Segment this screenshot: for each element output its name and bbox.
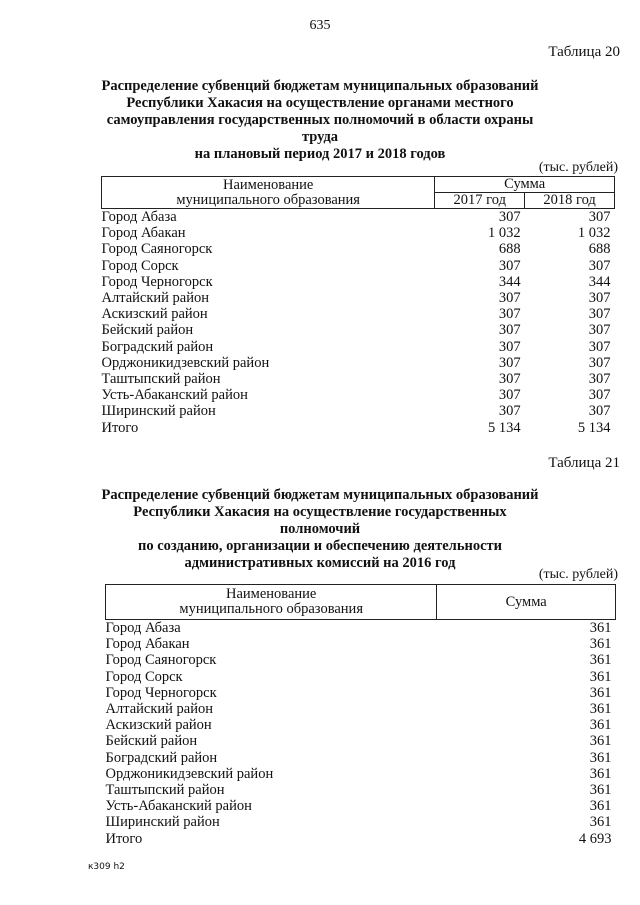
table-row [102, 387, 615, 403]
table20-title-line: самоуправления государственных полномочий в области охраны труда [106, 112, 534, 145]
row-name: Город Черногорск [101, 273, 213, 290]
row-value-2018: 1 032 [577, 225, 611, 242]
table-row [106, 636, 616, 652]
table-row [106, 701, 616, 717]
row-value-2017: 307 [498, 403, 521, 420]
row-value-2017: 307 [498, 371, 521, 388]
table21-title [95, 487, 545, 572]
row-value-2017: 307 [498, 306, 521, 323]
row-name: Город Сорск [101, 257, 179, 274]
row-name: Боградский район [105, 749, 218, 766]
row-name: Орджоникидзевский район [105, 765, 274, 782]
table-row [106, 814, 616, 830]
row-value: 361 [589, 636, 612, 653]
page-number: 635 [309, 18, 331, 33]
row-name: Город Абакан [101, 225, 186, 242]
row-value: 361 [589, 782, 612, 799]
total-label: Итого [101, 419, 139, 436]
table-row [102, 290, 615, 306]
row-name: Орджоникидзевский район [101, 354, 270, 371]
row-name: Город Абаза [105, 620, 181, 636]
table-row [102, 403, 615, 419]
table20-title-line: Республики Хакасия на осуществление органами местного [126, 95, 514, 111]
row-value-2018: 307 [588, 209, 611, 225]
table21-title-line: по созданию, организации и обеспечению деятельности [137, 538, 502, 554]
row-name: Алтайский район [105, 701, 213, 718]
row-name: Ширинский район [101, 403, 216, 420]
total-row [106, 831, 616, 847]
row-value-2018: 307 [588, 290, 611, 307]
row-value-2018: 307 [588, 338, 611, 355]
row-value-2017: 307 [498, 387, 521, 404]
table-row [102, 355, 615, 371]
table20-header-sum: Сумма [435, 177, 615, 193]
table-row [106, 782, 616, 798]
row-value-2018: 307 [588, 354, 611, 371]
total-value: 4 693 [578, 830, 612, 847]
table21-title-line: Распределение субвенций бюджетам муниципальных образований [101, 487, 539, 503]
table21-units: (тыс. рублей) [538, 567, 618, 582]
row-value-2018: 307 [588, 322, 611, 339]
table21-title-line: Республики Хакасия на осуществление государственных полномочий [133, 504, 507, 537]
table21-label: Таблица 21 [548, 455, 620, 471]
row-value-2018: 307 [588, 387, 611, 404]
table20-header-2017: 2017 год [435, 193, 525, 209]
table-row [102, 371, 615, 387]
row-value: 361 [589, 652, 612, 669]
row-value-2017: 344 [498, 273, 521, 290]
row-value: 361 [589, 701, 612, 718]
row-value-2017: 307 [498, 257, 521, 274]
row-value-2017: 307 [498, 338, 521, 355]
row-value-2018: 344 [588, 273, 611, 290]
row-value: 361 [589, 765, 612, 782]
table21-header-name [106, 585, 437, 620]
row-name: Город Черногорск [105, 684, 217, 701]
row-name: Город Саяногорск [101, 241, 213, 258]
table-row [106, 798, 616, 814]
table20-title [95, 78, 545, 163]
row-name: Город Сорск [105, 668, 183, 685]
table20-title-line: Распределение субвенций бюджетам муниципальных образований [101, 78, 539, 94]
row-value-2018: 307 [588, 403, 611, 420]
row-name: Город Саяногорск [105, 652, 217, 669]
row-value-2018: 688 [588, 241, 611, 258]
row-value-2017: 307 [498, 322, 521, 339]
row-value-2017: 688 [498, 241, 521, 258]
row-value: 361 [589, 620, 612, 636]
table21-title-line: административных комиссий на 2016 год [184, 555, 456, 571]
table-row [102, 241, 615, 257]
total-2018: 5 134 [577, 419, 611, 436]
row-value: 361 [589, 717, 612, 734]
row-name: Аскизский район [101, 306, 208, 323]
row-name: Усть-Абаканский район [101, 387, 248, 404]
table-row [106, 733, 616, 749]
header-name-line1: Наименование [226, 586, 317, 602]
header-name-line1: Наименование [223, 176, 314, 193]
total-2017: 5 134 [488, 419, 521, 436]
table20-title-line: на плановый период 2017 и 2018 годов [194, 146, 446, 162]
table-row [106, 717, 616, 733]
table20-header-name [102, 177, 435, 209]
table20 [101, 176, 615, 436]
table20-label: Таблица 20 [548, 44, 620, 60]
row-value-2017: 307 [498, 209, 521, 225]
header-name-line2: муниципального образования [176, 191, 360, 208]
row-name: Город Абаза [101, 209, 177, 225]
row-value: 361 [589, 798, 612, 815]
row-value-2017: 1 032 [488, 225, 521, 242]
table-row [106, 766, 616, 782]
table-row [102, 225, 615, 241]
row-name: Аскизский район [105, 717, 212, 734]
row-value: 361 [589, 668, 612, 685]
table-row [106, 685, 616, 701]
header-name-line2: муниципального образования [179, 601, 363, 617]
table20-header-2018: 2018 год [525, 193, 615, 209]
table-row [102, 209, 615, 226]
table21 [105, 584, 616, 847]
row-value: 361 [589, 684, 612, 701]
row-value-2017: 307 [498, 290, 521, 307]
table-row [102, 258, 615, 274]
table-row [106, 652, 616, 668]
row-name: Город Абакан [105, 636, 190, 653]
row-name: Бейский район [101, 322, 194, 339]
row-name: Ширинский район [105, 814, 220, 831]
row-value: 361 [589, 733, 612, 750]
row-value-2018: 307 [588, 371, 611, 388]
total-label: Итого [105, 830, 143, 847]
footer-code: к309 h2 [88, 862, 125, 872]
row-name: Боградский район [101, 338, 214, 355]
row-value-2018: 307 [588, 257, 611, 274]
row-value: 361 [589, 749, 612, 766]
row-value: 361 [589, 814, 612, 831]
row-name: Усть-Абаканский район [105, 798, 252, 815]
row-name: Таштыпский район [101, 371, 221, 388]
row-name: Таштыпский район [105, 782, 225, 799]
table-row [106, 669, 616, 685]
total-row [102, 420, 615, 436]
table-row [102, 306, 615, 322]
table-row [102, 339, 615, 355]
table-row [106, 620, 616, 637]
row-name: Бейский район [105, 733, 198, 750]
table-row [102, 322, 615, 338]
table-row [102, 274, 615, 290]
row-value-2018: 307 [588, 306, 611, 323]
table21-header-sum: Сумма [437, 585, 616, 620]
table-row [106, 750, 616, 766]
row-value-2017: 307 [498, 354, 521, 371]
row-name: Алтайский район [101, 290, 209, 307]
table20-units: (тыс. рублей) [538, 160, 618, 175]
